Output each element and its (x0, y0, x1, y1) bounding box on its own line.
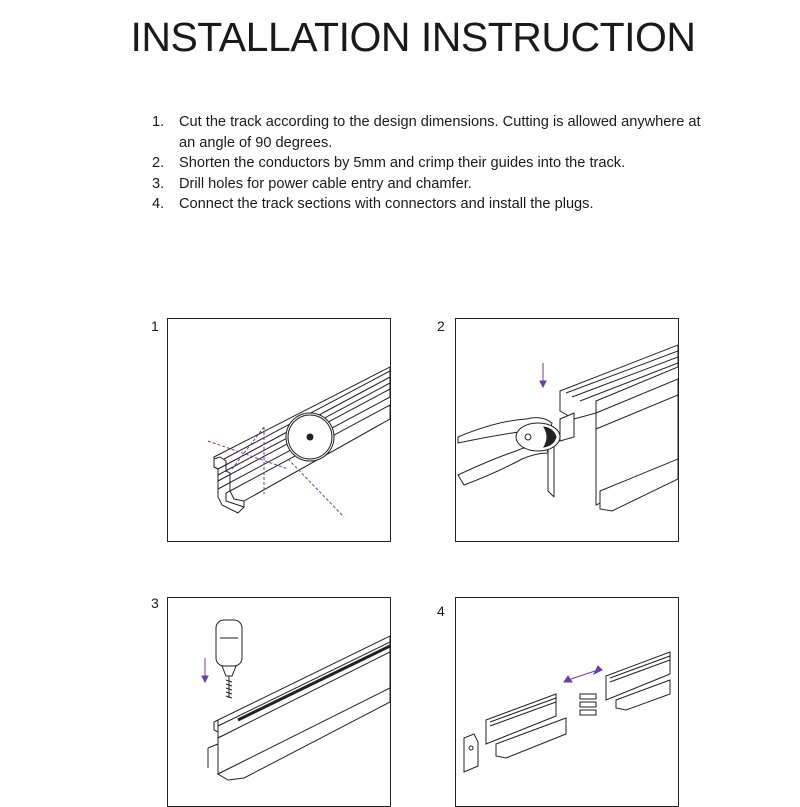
panel-number: 3 (151, 595, 159, 611)
drilling-holes-illustration (168, 598, 390, 806)
step-text: Drill holes for power cable entry and chamfer. (179, 175, 472, 192)
instruction-step (152, 153, 712, 174)
instruction-step (152, 174, 712, 195)
instruction-list (152, 112, 712, 215)
step-text: Shorten the conductors by 5mm and crimp their guides into the track. (179, 155, 626, 171)
step-number: 3. (152, 175, 165, 192)
step-number: 4. (152, 196, 165, 212)
instruction-step (152, 112, 712, 153)
panel-cutting (167, 318, 391, 542)
panel-number: 4 (437, 603, 445, 619)
step-number: 2. (152, 155, 165, 171)
step-text: Cut the track according to the design dimensions. Cutting is allowed anywhere at an angle of 90 degrees. (179, 114, 701, 151)
panel-drilling (167, 597, 391, 807)
cutting-track-illustration (168, 319, 390, 541)
instruction-step (152, 194, 712, 215)
panel-crimping (455, 318, 679, 542)
panel-number: 1 (151, 318, 159, 334)
connecting-sections-illustration (456, 598, 678, 806)
step-text: Connect the track sections with connectors and install the plugs. (179, 196, 594, 212)
crimping-conductors-illustration (456, 319, 678, 541)
panel-connecting (455, 597, 679, 807)
panel-number: 2 (437, 318, 445, 334)
step-number: 1. (152, 114, 165, 130)
page-title: INSTALLATION INSTRUCTION (130, 14, 696, 60)
